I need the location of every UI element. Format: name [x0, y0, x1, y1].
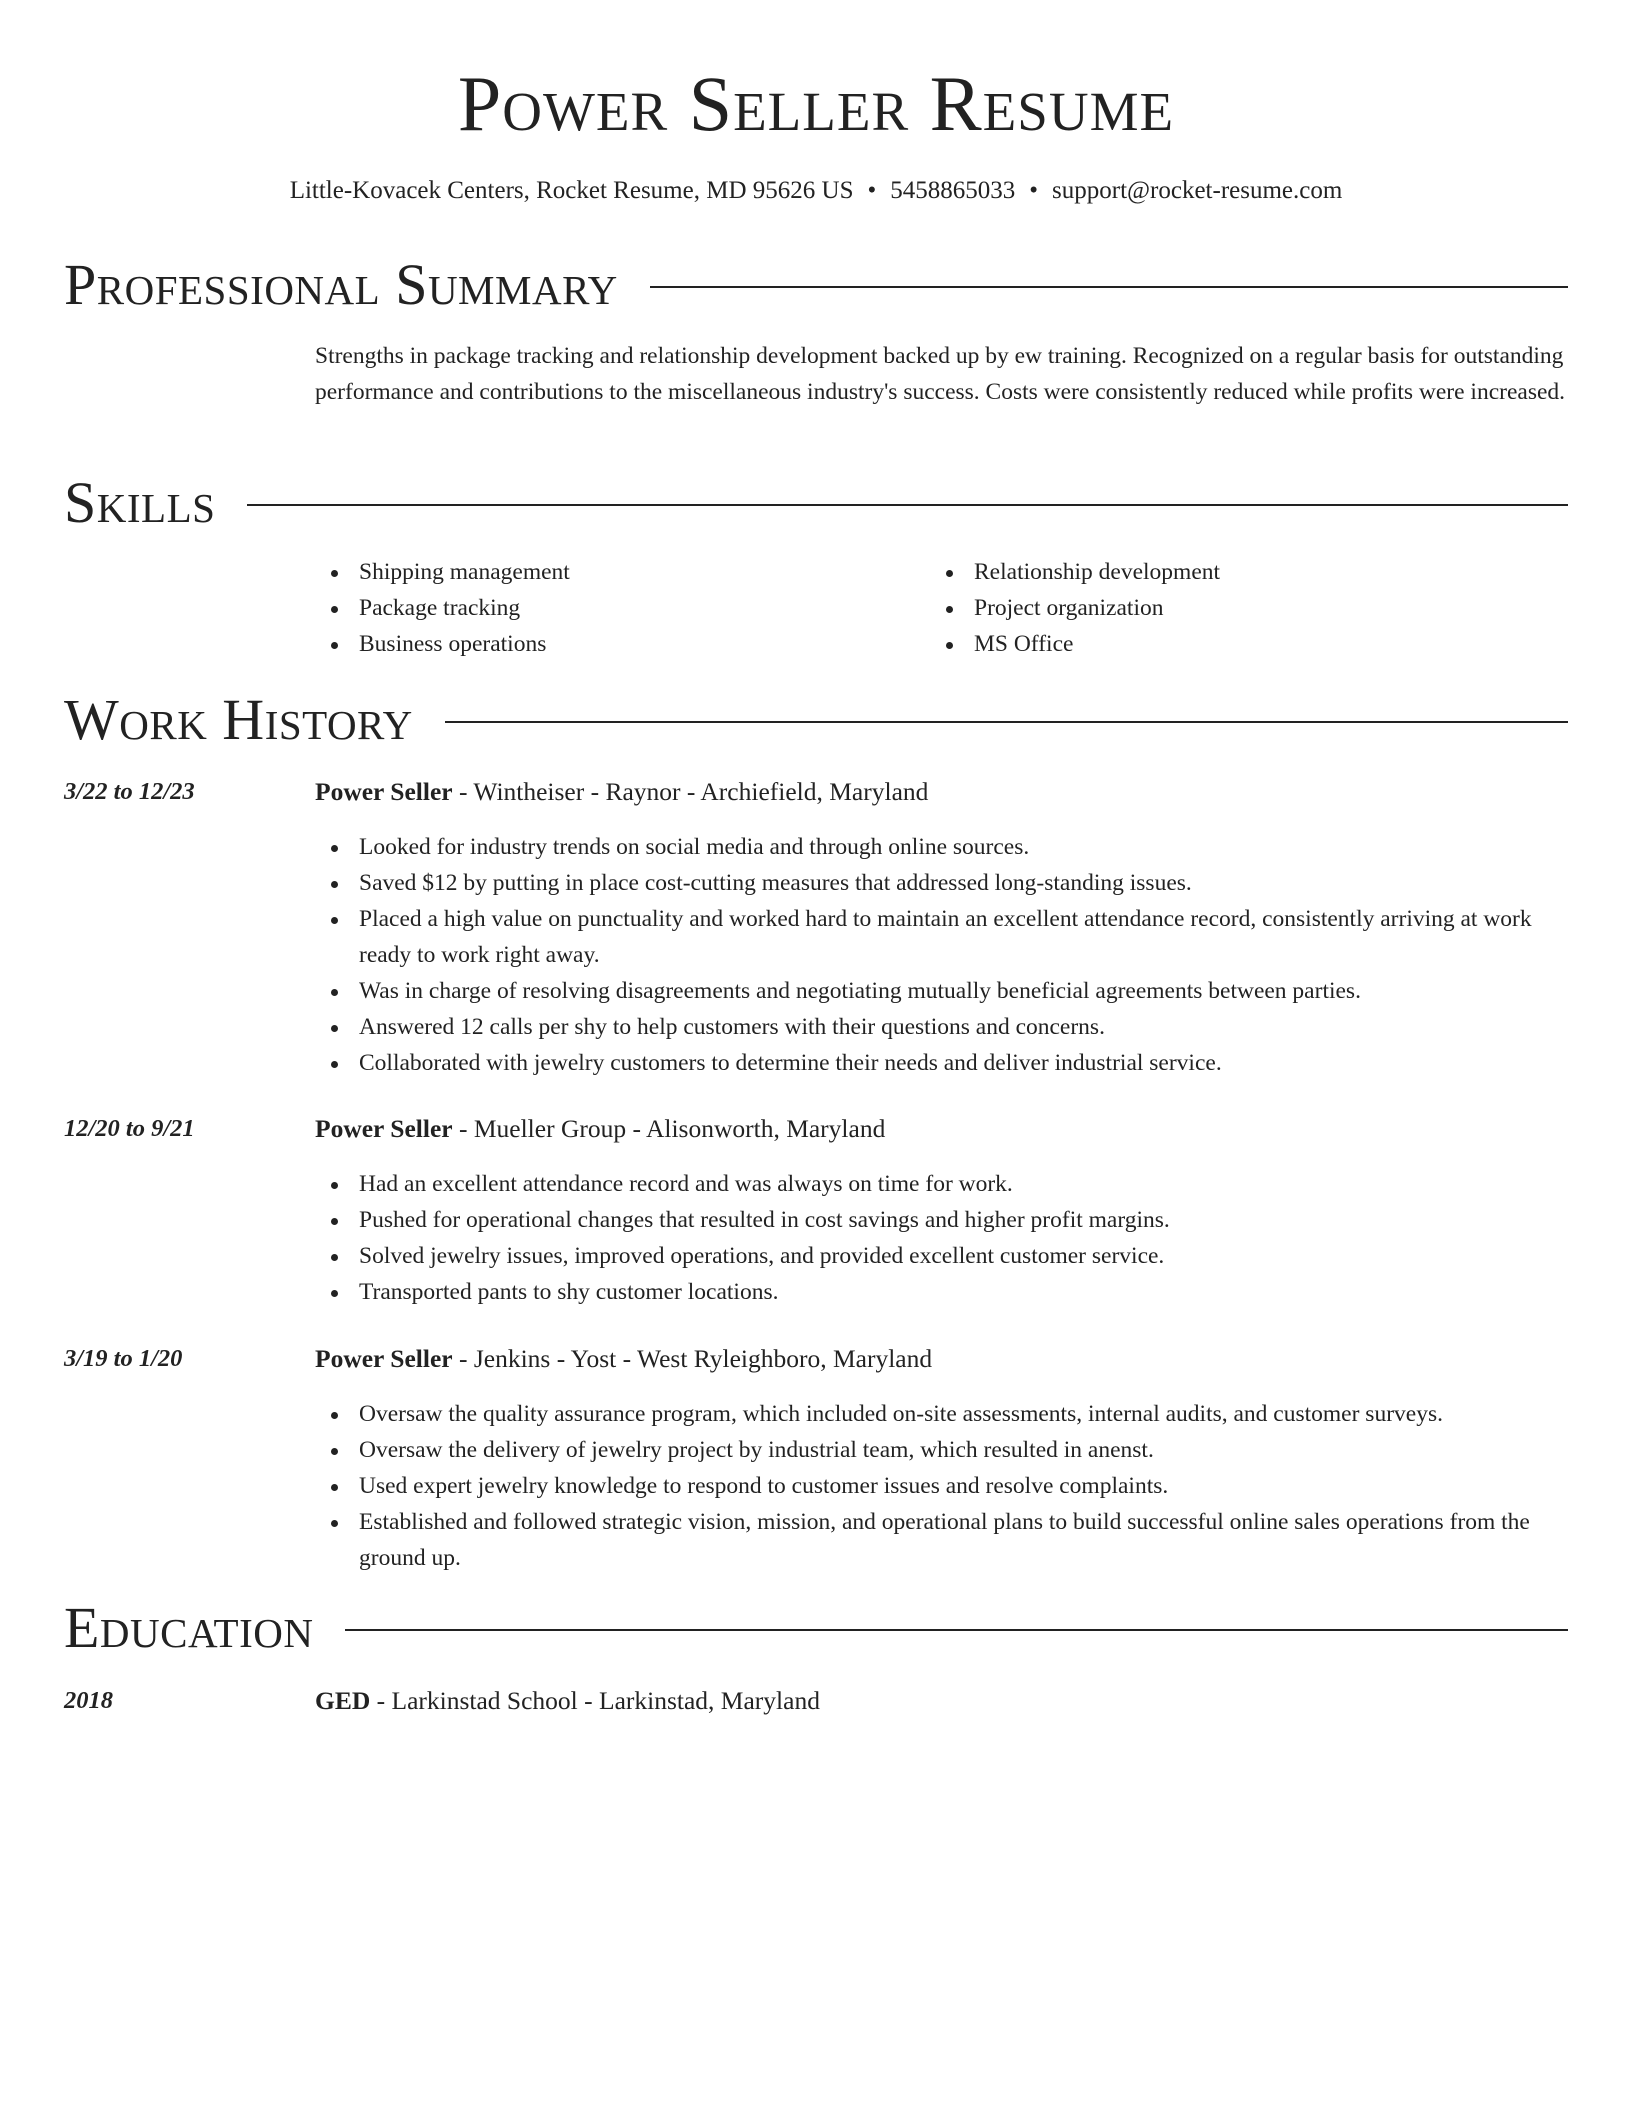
job-heading — [315, 1342, 1568, 1376]
list-item: Answered 12 calls per shy to help customers with their questions and concerns. — [315, 1009, 1568, 1045]
list-item: Pushed for operational changes that resulted in cost savings and higher profit margins. — [315, 1202, 1568, 1238]
list-item: Oversaw the delivery of jewelry project by industrial team, which resulted in anenst. — [315, 1432, 1568, 1468]
job-employer: - Wintheiser - Raynor - Archiefield, Maryland — [458, 777, 929, 806]
job-dates: 3/22 to 12/23 — [64, 778, 195, 805]
section-header-summary — [64, 252, 1568, 318]
section-header-work-history — [64, 687, 1568, 753]
list-item: Solved jewelry issues, improved operations, and provided excellent customer service. — [315, 1238, 1568, 1274]
list-item: Transported pants to shy customer locations. — [315, 1274, 1568, 1310]
section-divider — [445, 721, 1568, 723]
job-heading — [315, 775, 1568, 809]
section-title-work-history: Work History — [64, 687, 413, 752]
education-heading — [315, 1684, 1568, 1718]
job-bullets — [315, 1166, 1568, 1310]
job-heading — [315, 1112, 1568, 1146]
education-school: - Larkinstad School - Larkinstad, Maryland — [376, 1686, 820, 1715]
contact-address: Little-Kovacek Centers, Rocket Resume, MD 95626 US — [289, 177, 854, 204]
list-item: Looked for industry trends on social media and through online sources. — [315, 829, 1568, 865]
education-year: 2018 — [64, 1687, 113, 1714]
section-divider — [650, 286, 1568, 288]
skill-item: Business operations — [315, 626, 915, 662]
job-bullets — [315, 829, 1568, 1081]
section-title-summary: Professional Summary — [64, 252, 618, 317]
list-item: Placed a high value on punctuality and worked hard to maintain an excellent attendance record, consistently arriving at work ready to work right away. — [315, 901, 1568, 973]
contact-line — [64, 174, 1568, 208]
contact-separator: • — [867, 177, 877, 204]
section-header-skills — [64, 470, 1568, 536]
list-item: Used expert jewelry knowledge to respond to customer issues and resolve complaints. — [315, 1468, 1568, 1504]
resume-title: Power Seller Resume — [457, 60, 1175, 147]
section-divider — [247, 504, 1568, 506]
section-title-education: Education — [64, 1595, 314, 1660]
contact-phone: 5458865033 — [890, 177, 1016, 204]
section-header-education — [64, 1595, 1568, 1661]
job-title: Power Seller — [315, 1114, 453, 1143]
list-item: Oversaw the quality assurance program, which included on-site assessments, internal audits, and customer surveys. — [315, 1396, 1568, 1432]
job-employer: - Jenkins - Yost - West Ryleighboro, Maryland — [458, 1344, 933, 1373]
skill-item: Package tracking — [315, 590, 915, 626]
list-item: Collaborated with jewelry customers to determine their needs and deliver industrial service. — [315, 1045, 1568, 1081]
skill-item: Relationship development — [930, 554, 1530, 590]
skills-list-right — [930, 554, 1530, 662]
contact-email: support@rocket-resume.com — [1052, 177, 1343, 204]
job-title: Power Seller — [315, 777, 453, 806]
section-title-skills: Skills — [64, 470, 216, 535]
job-title: Power Seller — [315, 1344, 453, 1373]
summary-text: Strengths in package tracking and relationship development backed up by ew training. Recognized on a regular basis for outstanding performance and contributions to the miscellaneous industry's success. Costs were consistently reduced while profits were increased. — [315, 343, 1566, 405]
job-dates: 3/19 to 1/20 — [64, 1345, 183, 1372]
education-degree: GED — [315, 1686, 371, 1715]
list-item: Saved $12 by putting in place cost-cutting measures that addressed long-standing issues. — [315, 865, 1568, 901]
job-bullets — [315, 1396, 1568, 1576]
list-item: Was in charge of resolving disagreements and negotiating mutually beneficial agreements between parties. — [315, 973, 1568, 1009]
section-divider — [345, 1629, 1568, 1631]
list-item: Established and followed strategic vision, mission, and operational plans to build successful online sales operations from the ground up. — [315, 1504, 1568, 1576]
skill-item: Project organization — [930, 590, 1530, 626]
job-dates: 12/20 to 9/21 — [64, 1115, 195, 1142]
skills-list-left — [315, 554, 915, 662]
contact-separator: • — [1029, 177, 1039, 204]
skill-item: Shipping management — [315, 554, 915, 590]
skill-item: MS Office — [930, 626, 1530, 662]
list-item: Had an excellent attendance record and was always on time for work. — [315, 1166, 1568, 1202]
job-employer: - Mueller Group - Alisonworth, Maryland — [458, 1114, 886, 1143]
